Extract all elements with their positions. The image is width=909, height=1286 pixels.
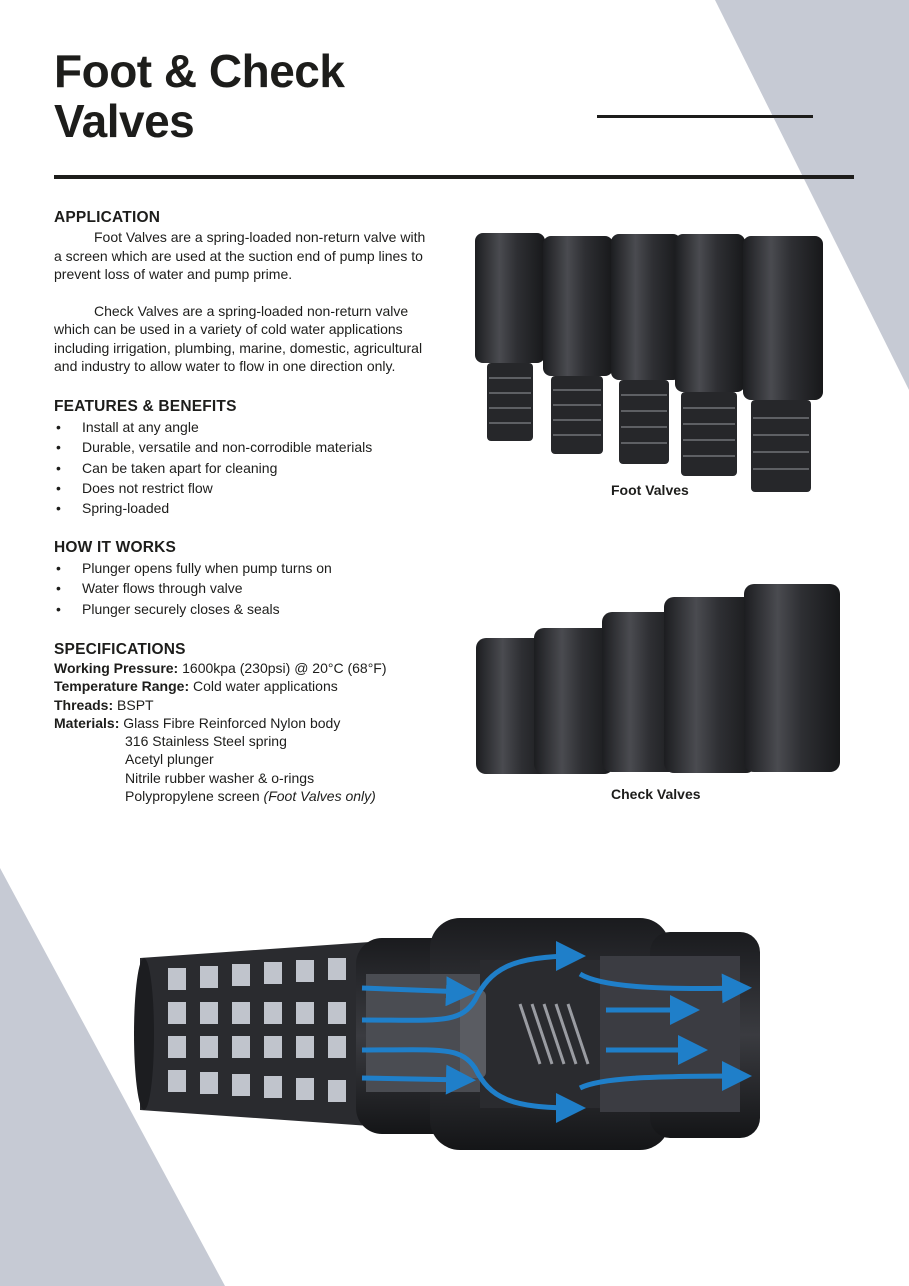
foot-valves-caption: Foot Valves bbox=[611, 482, 689, 498]
spec-material-item: Polypropylene screen (Foot Valves only) bbox=[125, 788, 376, 805]
how-it-works-item: • Plunger opens fully when pump turns on bbox=[54, 558, 454, 578]
features-section bbox=[54, 398, 454, 518]
application-heading: APPLICATION bbox=[54, 209, 161, 226]
valve-body bbox=[356, 918, 760, 1150]
spec-material-item: Acetyl plunger bbox=[125, 751, 214, 768]
foot-valve-cutaway-image bbox=[130, 912, 780, 1156]
feature-item: • Can be taken apart for cleaning bbox=[54, 458, 454, 478]
page-title bbox=[54, 46, 344, 146]
title-line-1: Foot & Check bbox=[54, 45, 345, 97]
how-it-works-section bbox=[54, 539, 454, 619]
features-heading: FEATURES & BENEFITS bbox=[54, 398, 237, 415]
spec-materials: Materials: Glass Fibre Reinforced Nylon body bbox=[54, 714, 341, 731]
how-it-works-heading: HOW IT WORKS bbox=[54, 539, 177, 556]
foot-valve bbox=[611, 234, 681, 464]
feature-item: • Install at any angle bbox=[54, 417, 454, 437]
feature-item: • Does not restrict flow bbox=[54, 478, 454, 498]
foot-valves-image bbox=[465, 228, 835, 498]
application-check-valves-text: Check Valves are a spring-loaded non-return valve which can be used in a variety of cold water applications including irrigation, plumbing, marine, domestic, agricultural and industry to allow water to flow in one direction only. bbox=[54, 302, 423, 374]
how-it-works-item: • Water flows through valve bbox=[54, 578, 454, 598]
title-accent-rule bbox=[597, 115, 813, 118]
screen-cage bbox=[134, 942, 370, 1126]
check-valve bbox=[664, 597, 756, 773]
check-valves-caption: Check Valves bbox=[611, 786, 701, 802]
check-valve bbox=[744, 584, 840, 772]
features-list bbox=[54, 417, 454, 518]
application-section bbox=[54, 209, 434, 376]
header-divider bbox=[54, 175, 854, 179]
foot-valve bbox=[475, 233, 545, 441]
check-valves-image bbox=[470, 580, 845, 780]
how-it-works-list bbox=[54, 558, 454, 619]
specifications-section bbox=[54, 641, 454, 805]
how-it-works-item: • Plunger securely closes & seals bbox=[54, 599, 454, 619]
title-line-2: Valves bbox=[54, 95, 195, 147]
foot-valve bbox=[743, 236, 823, 492]
spec-threads: Threads: BSPT bbox=[54, 696, 154, 713]
spec-working-pressure: Working Pressure: 1600kpa (230psi) @ 20°C (68°F) bbox=[54, 660, 387, 676]
foot-valve bbox=[543, 236, 613, 454]
specifications-heading: SPECIFICATIONS bbox=[54, 641, 186, 658]
spec-material-item: Nitrile rubber washer & o-rings bbox=[125, 769, 315, 786]
feature-item: • Durable, versatile and non-corrodible materials bbox=[54, 437, 454, 457]
spec-temperature-range: Temperature Range: Cold water applications bbox=[54, 678, 338, 695]
feature-item: • Spring-loaded bbox=[54, 498, 454, 518]
application-foot-valves-text: Foot Valves are a spring-loaded non-return valve with a screen which are used at the suction end of pump lines to prevent loss of water and pump prime. bbox=[54, 229, 426, 282]
spec-material-item: 316 Stainless Steel spring bbox=[125, 733, 287, 750]
